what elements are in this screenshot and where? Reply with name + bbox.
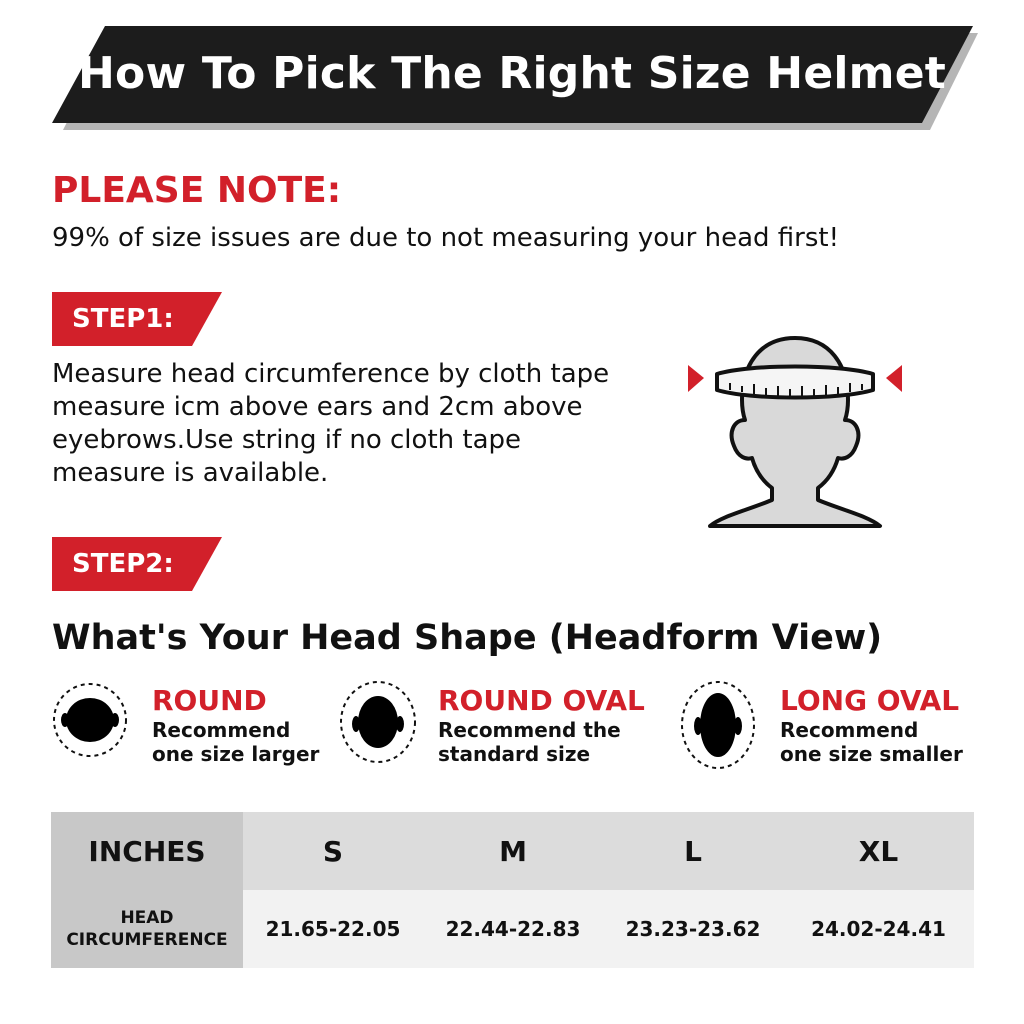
long-oval-head-icon xyxy=(680,680,762,774)
round-head-icon xyxy=(52,680,132,760)
row-label-line: CIRCUMFERENCE xyxy=(66,930,228,950)
size-header-s: S xyxy=(243,812,423,890)
head-measure-icon xyxy=(680,320,910,535)
step2-tag xyxy=(52,537,222,591)
shape-recommendation-round-oval xyxy=(438,718,621,766)
shape-name-long-oval: LONG OVAL xyxy=(780,684,960,717)
size-chart-table xyxy=(51,812,974,968)
table-row xyxy=(51,890,974,968)
value-cell-xl: 24.02-24.41 xyxy=(783,890,974,968)
shape-name-round: ROUND xyxy=(152,684,267,717)
step1-instructions: Measure head circumference by cloth tape measure icm above ears and 2cm above eyebrows.Use string if no cloth tape measure is available. xyxy=(52,359,610,488)
note-heading: PLEASE NOTE: xyxy=(52,170,342,211)
shape-rec-line: Recommend xyxy=(780,718,919,742)
page-title: How To Pick The Right Size Helmet xyxy=(78,48,946,99)
shape-recommendation-round xyxy=(152,718,319,766)
shape-rec-line: standard size xyxy=(438,742,591,766)
value-cell-l: 23.23-23.62 xyxy=(603,890,783,968)
shape-rec-line: Recommend xyxy=(152,718,291,742)
head-shape-heading: What's Your Head Shape (Headform View) xyxy=(52,618,883,658)
step2-label: STEP2: xyxy=(72,549,174,579)
shape-rec-line: one size smaller xyxy=(780,742,963,766)
head-shape-round-oval xyxy=(340,680,660,775)
row-label-cell xyxy=(51,890,243,968)
size-header-l: L xyxy=(603,812,783,890)
table-header-row xyxy=(51,812,974,890)
step1-label: STEP1: xyxy=(72,304,174,334)
head-shape-round xyxy=(52,680,322,775)
value-cell-s: 21.65-22.05 xyxy=(243,890,423,968)
shape-rec-line: Recommend the xyxy=(438,718,621,742)
shape-name-round-oval: ROUND OVAL xyxy=(438,684,645,717)
size-header-xl: XL xyxy=(783,812,974,890)
round-oval-head-icon xyxy=(340,680,422,766)
size-header-m: M xyxy=(423,812,603,890)
unit-header-cell: INCHES xyxy=(51,812,243,890)
title-banner xyxy=(0,0,1024,140)
row-label-line: HEAD xyxy=(120,908,174,928)
shape-recommendation-long-oval xyxy=(780,718,963,766)
value-cell-m: 22.44-22.83 xyxy=(423,890,603,968)
shape-rec-line: one size larger xyxy=(152,742,320,766)
head-shape-long-oval xyxy=(680,680,980,775)
note-text: 99% of size issues are due to not measuring your head first! xyxy=(52,223,839,253)
step1-tag xyxy=(52,292,222,346)
